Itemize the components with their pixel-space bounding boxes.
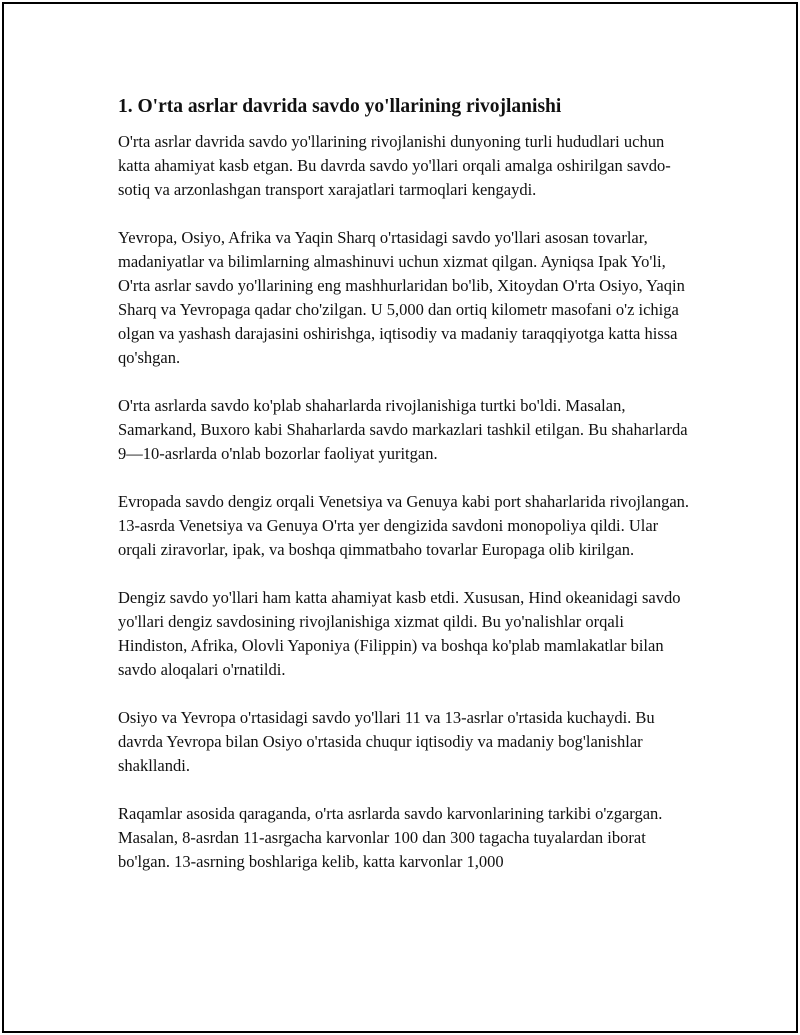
paragraph-sea-routes: Dengiz savdo yo'llari ham katta ahamiyat kasb etdi. Xususan, Hind okeanidagi savdo yo'llari dengiz savdosining rivojlanishiga xizmat qildi. Bu yo'nalishlar orqali Hindiston, Afrika, Olovli Yaponiya (Filippin) va boshqa ko'plab mamlakatlar bilan savdo aloqalari o'rnatildi. [118,588,681,679]
section-heading: 1. O'rta asrlar davrida savdo yo'llarining rivojlanishi [118,96,562,117]
paragraph-asia-europe: Osiyo va Yevropa o'rtasidagi savdo yo'llari 11 va 13-asrlar o'rtasida kuchaydi. Bu davrda Yevropa bilan Osiyo o'rtasida chuqur iqtisodiy va madaniy bog'lanishlar shakllandi. [118,708,655,775]
paragraph-cities: O'rta asrlarda savdo ko'plab shaharlarda rivojlanishiga turtki bo'ldi. Masalan, Samarkand, Buxoro kabi Shaharlarda savdo markazlari tashkil etilgan. Bu shaharlarda 9—10-asrlarda o'nlab bozorlar faoliyat yuritgan. [118,396,688,463]
paragraph-trade-routes: Yevropa, Osiyo, Afrika va Yaqin Sharq o'rtasidagi savdo yo'llari asosan tovarlar, madaniyatlar va bilimlarning almashinuvi uchun xizmat qilgan. Ayniqsa Ipak Yo'li, O'rta asrlar savdo yo'llarining eng mashhurlaridan bo'lib, Xitoydan O'rta Osiyo, Yaqin Sharq va Yevropaga qadar cho'zilgan. U 5,000 dan ortiq kilometr masofani o'z ichiga olgan va yashash darajasini oshirishga, iqtisodiy va madaniy taraqqiyotga katta hissa qo'shgan. [118,228,685,367]
paragraph-intro: O'rta asrlar davrida savdo yo'llarining rivojlanishi dunyoning turli hududlari uchun katta ahamiyat kasb etgan. Bu davrda savdo yo'llari orqali amalga oshirilgan savdo-sotiq va arzonlashgan transport xarajatlari tarmoqlari kengaydi. [118,132,671,199]
paragraph-caravans: Raqamlar asosida qaraganda, o'rta asrlarda savdo karvonlarining tarkibi o'zgargan. Masalan, 8-asrdan 11-asrgacha karvonlar 100 dan 300 tagacha tuyalardan iborat bo'lgan. 13-asrning boshlariga kelib, katta karvonlar 1,000 [118,804,663,871]
paragraph-europe: Evropada savdo dengiz orqali Venetsiya va Genuya kabi port shaharlarida rivojlangan. 13-asrda Venetsiya va Genuya O'rta yer dengizida savdoni monopoliya qildi. Ular orqali ziravorlar, ipak, va boshqa qimmatbaho tovarlar Europaga olib kirilgan. [118,492,690,559]
document-body [118,94,693,898]
